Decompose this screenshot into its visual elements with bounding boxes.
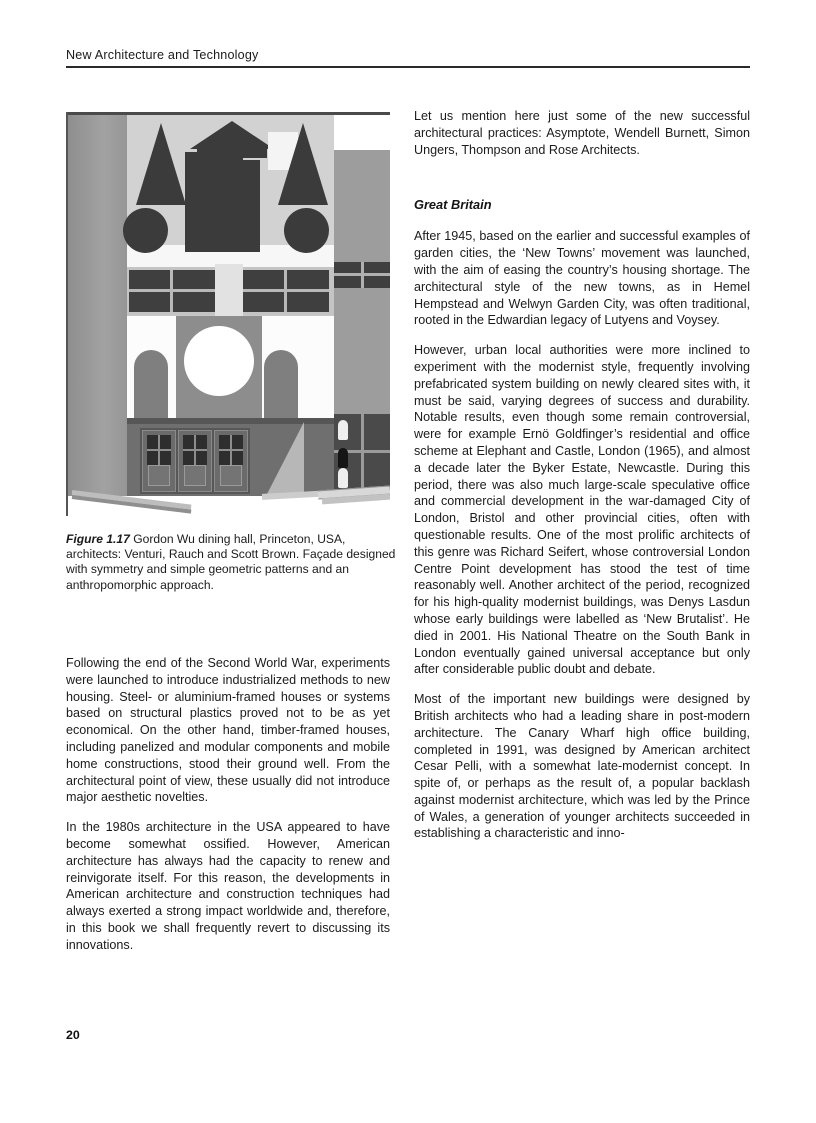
figure-silhouette — [338, 468, 348, 488]
door-glazing — [147, 435, 171, 465]
paragraph: Let us mention here just some of the new successful architectural practices: Asymptote, Wendell Burnett, Simon Ungers, Thompson and Rose Architects. — [414, 109, 750, 157]
building-left-wall — [68, 115, 127, 501]
paragraph: In the 1980s architecture in the USA appeared to have become somewhat ossified. However, American architecture has always had the capacity to renew and reinvigorate itself. For this reason, the developments in American architecture and construction techniques had always exerted a strong impact worldwide and, therefore, in this book we shall frequently revert to discussing its innovations. — [66, 820, 390, 952]
figure-image — [66, 112, 390, 516]
running-head-rule — [66, 66, 750, 68]
triangle-left — [136, 123, 186, 205]
page-number: 20 — [66, 1028, 80, 1042]
door-panel — [220, 465, 242, 486]
section-subheading: Great Britain — [414, 197, 492, 213]
door-left — [142, 430, 176, 492]
door-panel — [148, 465, 170, 486]
door-right — [214, 430, 248, 492]
paragraph: Following the end of the Second World War, experiments were launched to introduce industrialized methods to new housing. Steel- or aluminium-framed houses or systems based on structural plastics proved not to be as yet economical. On the other hand, timber-framed houses, including panelized and modular components and mobile home constructions, stood their ground well. From the architectural point of view, these usually did not introduce major aesthetic novelties. — [66, 656, 390, 805]
mullion-vertical — [361, 262, 364, 288]
figure-left-border — [66, 112, 68, 516]
porch-light-wedge — [266, 422, 304, 496]
window-left — [129, 270, 215, 312]
triangle-right — [278, 123, 328, 205]
right-wing-window — [334, 262, 390, 288]
section-spacer — [414, 171, 750, 197]
running-head-title: New Architecture and Technology — [66, 48, 259, 62]
door-glazing — [183, 435, 207, 465]
mullion-vertical — [284, 270, 287, 312]
window-right — [243, 270, 329, 312]
figure-silhouette — [338, 420, 348, 440]
sky-right — [332, 115, 390, 151]
mullion-vertical — [230, 435, 232, 465]
right-column — [414, 108, 750, 842]
circle-left — [123, 208, 168, 253]
mullion-vertical — [361, 414, 364, 492]
mullion-vertical — [158, 435, 160, 465]
roof-gable — [190, 121, 274, 149]
figure-caption-text: Gordon Wu dining hall, Princeton, USA, architects: Venturi, Rauch and Scott Brown. Façade designed with symmetry and simple geometric patterns and an anthropomorphic approach. — [66, 532, 396, 592]
circle-right — [284, 208, 329, 253]
figure-caption — [66, 532, 396, 593]
figure-silhouette — [338, 448, 348, 468]
door-glazing — [219, 435, 243, 465]
paragraph: However, urban local authorities were more inclined to experiment with the modernist style, frequently involving prefabricated system building on newly cleared sites with, it must be said, varying degrees of success and durability. Notable results, even though some remain controversial, were for example Ernö Goldfinger’s residential and office scheme at Elephant and Castle, London (1965), and almost a decade later the Byker Estate, Newcastle. During this period, there was also much large-scale speculative office and commercial development in the war-damaged City of London, Bristol and other provincial cities, often with questionable results. One of the most prolific architects of this genre was Richard Seifert, whose controversial London Centre Point development has stood the test of time reasonably well. Another architect of the period, recognized for his high-quality modernist buildings, was Denys Lasdun whose early buildings were labelled as ‘New Brutalist’. He died in 2001. His National Theatre on the South Bank in London eventually gained universal acceptance but only after considerable public doubt and debate. — [414, 343, 750, 677]
figure-block — [66, 112, 390, 516]
arch-right — [264, 350, 298, 418]
door-panel — [184, 465, 206, 486]
center-pier — [215, 264, 243, 316]
paragraph: Most of the important new buildings were designed by British architects who had a leading share in post-modern architecture. The Canary Wharf high office building, completed in 1991, was designed by American architect Cesar Pelli, with a somewhat late-modernist concept. In spite of, or perhaps as the result of, a popular backlash against modernist architecture, which was led by the Prince of Wales, a generation of younger architects succeeded in establishing a characteristic and inno- — [414, 692, 750, 841]
arch-left — [134, 350, 168, 418]
left-column — [66, 655, 390, 954]
running-head — [66, 48, 750, 68]
figure-top-border — [66, 112, 390, 115]
figure-label: Figure 1.17 — [66, 532, 130, 546]
white-circle — [184, 326, 254, 396]
center-square — [185, 160, 260, 252]
paragraph: After 1945, based on the earlier and successful examples of garden cities, the ‘New Towns’ movement was launched, with the aim of easing the country’s housing shortage. The architectural style of the new towns, as in Hemel Hempstead and Welwyn Garden City, was often traditional, rooted in the Edwardian legacy of Lutyens and Voysey. — [414, 229, 750, 328]
door-center — [178, 430, 212, 492]
mullion-vertical — [194, 435, 196, 465]
mullion-vertical — [170, 270, 173, 312]
entrance-doors — [140, 428, 250, 494]
